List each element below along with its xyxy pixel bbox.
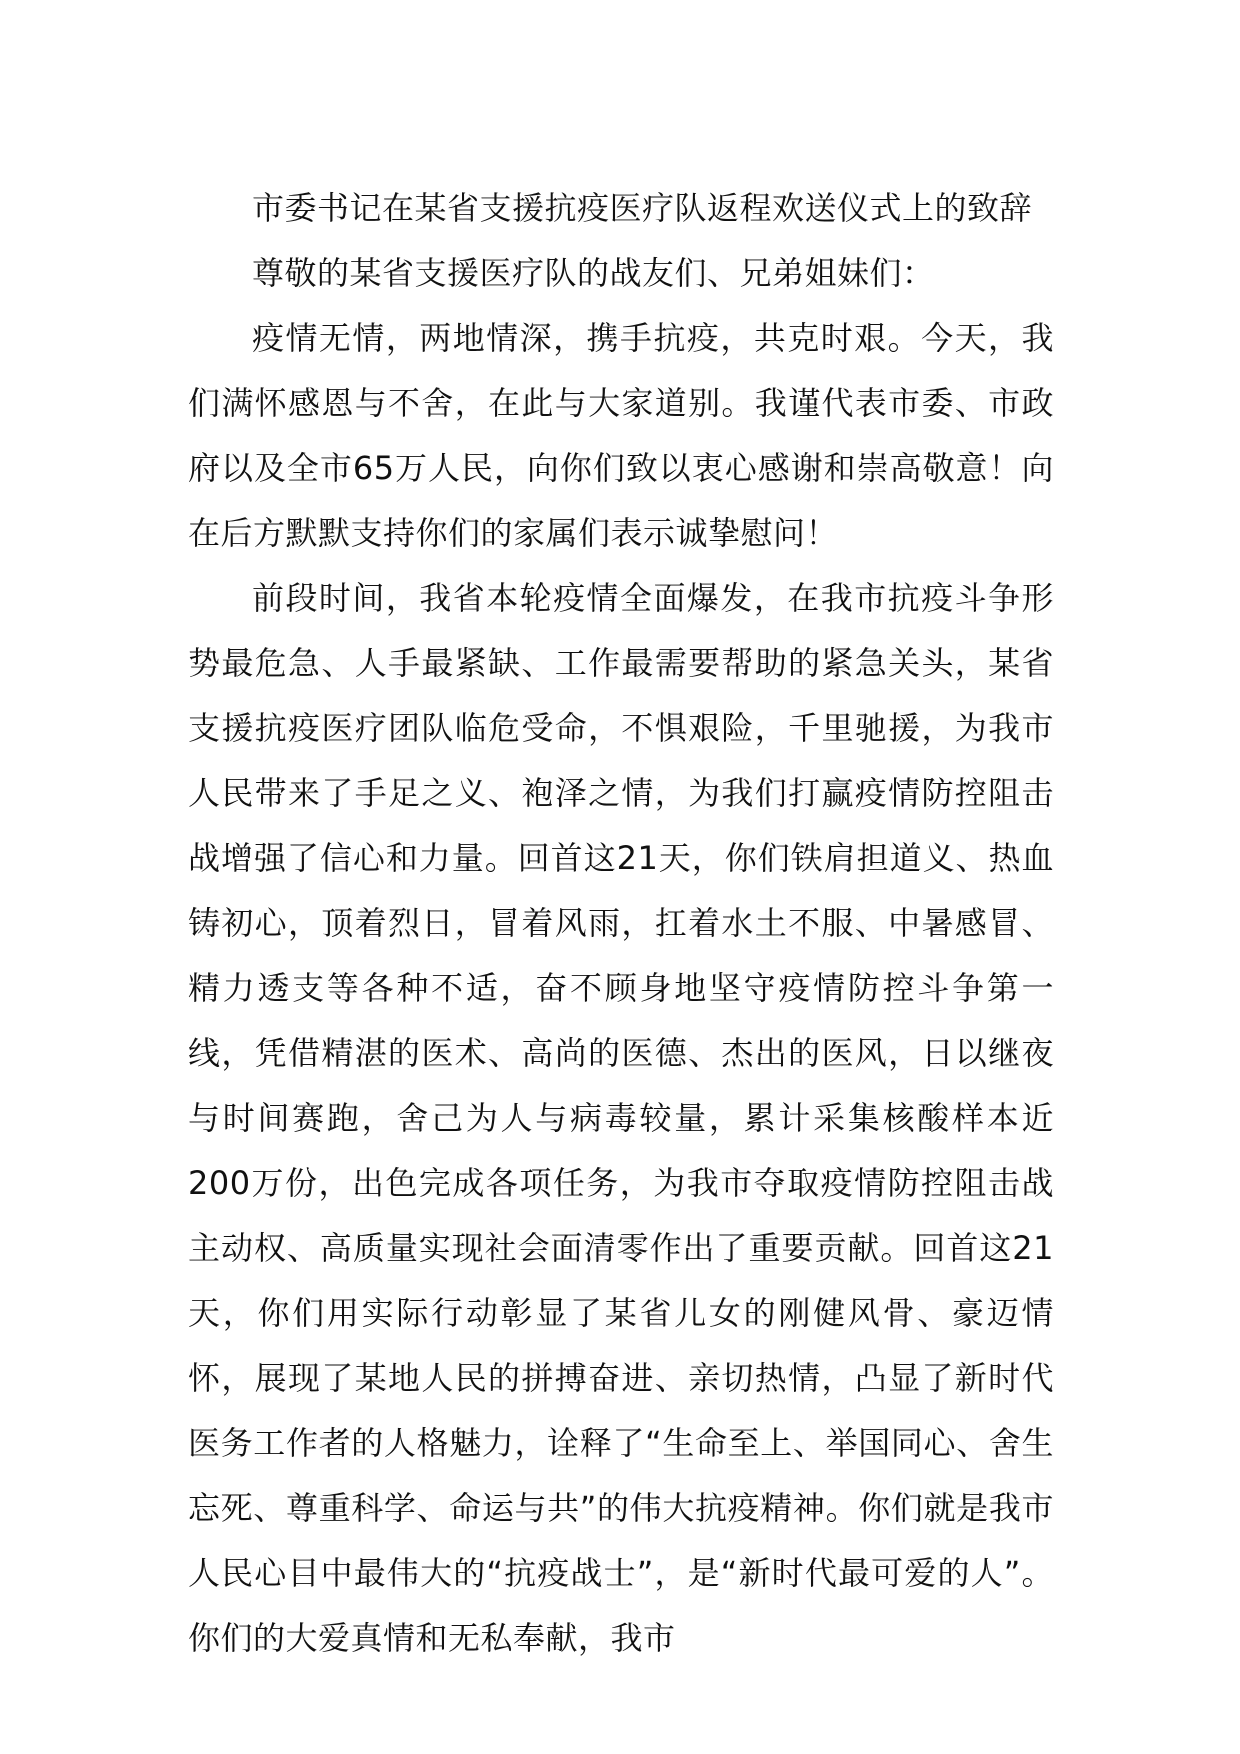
- paragraph-1: 疫情无情，两地情深，携手抗疫，共克时艰。今天，我们满怀感恩与不舍，在此与大家道别。我谨代表市委、市政府以及全市65万人民，向你们致以衷心感谢和崇高敬意！向在后方默默支持你们的家属们表示诚挚慰问！: [188, 319, 1054, 552]
- document-body: [188, 176, 1054, 1671]
- document-title: 市委书记在某省支援抗疫医疗队返程欢送仪式上的致辞: [252, 189, 1033, 227]
- paragraph-2: 前段时间，我省本轮疫情全面爆发，在我市抗疫斗争形势最危急、人手最紧缺、工作最需要帮助的紧急关头，某省支援抗疫医疗团队临危受命，不惧艰险，千里驰援，为我市人民带来了手足之义、袍泽之情，为我们打赢疫情防控阻击战增强了信心和力量。回首这21天，你们铁肩担道义、热血铸初心，顶着烈日，冒着风雨，扛着水土不服、中暑感冒、精力透支等各种不适，奋不顾身地坚守疫情防控斗争第一线，凭借精湛的医术、高尚的医德、杰出的医风，日以继夜与时间赛跑，舍己为人与病毒较量，累计采集核酸样本近200万份，出色完成各项任务，为我市夺取疫情防控阻击战主动权、高质量实现社会面清零作出了重要贡献。回首这21天，你们用实际行动彰显了某省儿女的刚健风骨、豪迈情怀，展现了某地人民的拼搏奋进、亲切热情，凸显了新时代医务工作者的人格魅力，诠释了“生命至上、举国同心、舍生忘死、尊重科学、命运与共”的伟大抗疫精神。你们就是我市人民心目中最伟大的“抗疫战士”，是“新时代最可爱的人”。你们的大爱真情和无私奉献，我市: [188, 579, 1054, 1657]
- salutation: 尊敬的某省支援医疗队的战友们、兄弟姐妹们：: [252, 254, 935, 292]
